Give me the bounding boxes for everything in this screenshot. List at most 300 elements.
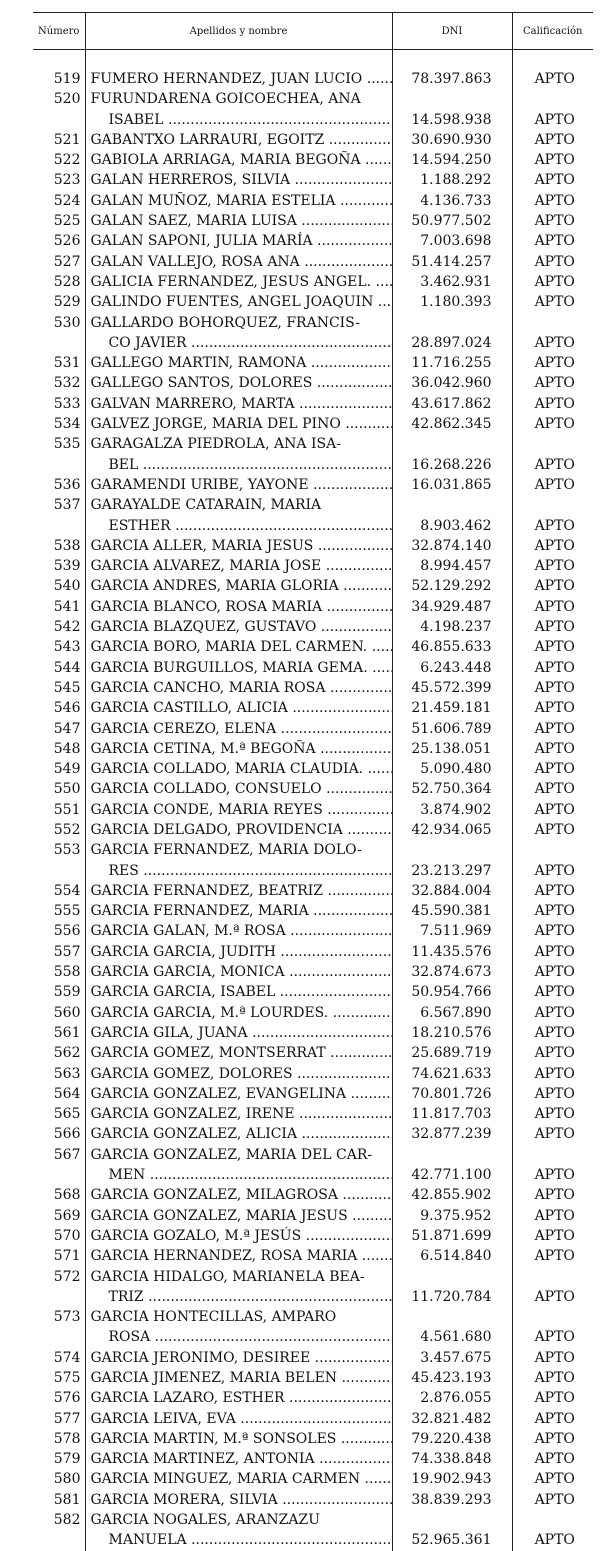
row-dni: 38.839.293 — [392, 1490, 512, 1510]
row-dni: 32.874.140 — [392, 536, 512, 556]
row-dni: 3.874.902 — [392, 800, 512, 820]
table-row — [33, 658, 593, 678]
row-name-line: GARCIA BLANCO, ROSA MARIA ..... — [91, 597, 392, 617]
row-calificacion: APTO — [534, 1390, 575, 1407]
row-number: 542 — [53, 619, 81, 636]
row-calificacion: APTO — [534, 172, 575, 189]
row-name-line: GARCIA GOMEZ, MONTSERRAT ..... — [91, 1043, 392, 1063]
row-name-cell — [85, 1490, 392, 1510]
table-row — [33, 739, 593, 759]
row-name-cell — [85, 414, 392, 434]
row-dni: 11.435.576 — [392, 942, 512, 962]
row-number: 541 — [53, 598, 81, 615]
row-name-cell — [85, 373, 392, 393]
row-name-line: GARCIA GOMEZ, DOLORES ..... — [91, 1064, 392, 1084]
row-dni: 45.423.193 — [392, 1368, 512, 1388]
table-row — [33, 1206, 593, 1226]
table-row — [33, 495, 593, 536]
row-name-line: GARCIA GONZALEZ, MILAGROSA ..... — [91, 1185, 392, 1205]
row-calificacion: APTO — [534, 659, 575, 676]
row-dni: 4.561.680 — [392, 1307, 512, 1348]
row-number: 565 — [53, 1106, 81, 1123]
table-row — [33, 414, 593, 434]
row-name-cell — [85, 1023, 392, 1043]
row-dni: 74.338.848 — [392, 1449, 512, 1469]
row-name-line: ESTHER ..... — [91, 516, 392, 536]
table-row — [33, 576, 593, 596]
row-calificacion: APTO — [534, 903, 575, 920]
row-number: 539 — [53, 558, 81, 575]
row-name-cell — [85, 150, 392, 170]
row-calificacion: APTO — [534, 1004, 575, 1021]
row-number: 557 — [53, 943, 81, 960]
row-name-line: GARCIA GARCIA, ISABEL ..... — [91, 982, 392, 1002]
row-name-cell — [85, 536, 392, 556]
row-number: 566 — [53, 1126, 81, 1143]
row-calificacion: APTO — [534, 923, 575, 940]
row-dni: 3.457.675 — [392, 1348, 512, 1368]
row-calificacion: APTO — [534, 1451, 575, 1468]
row-name-cell — [85, 495, 392, 536]
row-dni: 16.268.226 — [392, 434, 512, 475]
row-name-line: GALAN SAPONI, JULIA MARÍA ..... — [91, 231, 392, 251]
table-row — [33, 921, 593, 941]
row-calificacion: APTO — [534, 1532, 575, 1549]
row-number: 535 — [53, 436, 81, 453]
row-name-cell — [85, 1409, 392, 1429]
table-header — [33, 13, 593, 50]
row-dni: 4.198.237 — [392, 617, 512, 637]
table-row — [33, 272, 593, 292]
row-name-line: GARCIA HERNANDEZ, ROSA MARIA ..... — [91, 1246, 392, 1266]
table-row — [33, 1469, 593, 1489]
row-number: 544 — [53, 659, 81, 676]
row-calificacion: APTO — [534, 1329, 575, 1346]
row-name-line: GARCIA GARCIA, M.ª LOURDES. ..... — [91, 1003, 392, 1023]
row-name-line: GARCIA NOGALES, ARANZAZU — [90, 1512, 321, 1529]
row-dni: 5.090.480 — [392, 759, 512, 779]
row-number: 531 — [53, 355, 81, 372]
row-calificacion: APTO — [534, 1430, 575, 1447]
header-nombre: Apellidos y nombre — [85, 13, 392, 50]
row-name-cell — [85, 313, 392, 354]
row-calificacion: APTO — [534, 639, 575, 656]
row-calificacion: APTO — [534, 537, 575, 554]
row-number: 533 — [53, 395, 81, 412]
table-row — [33, 800, 593, 820]
table-row — [33, 89, 593, 130]
row-number: 532 — [53, 375, 81, 392]
table-row — [33, 434, 593, 475]
row-calificacion: APTO — [534, 964, 575, 981]
row-name-cell — [85, 678, 392, 698]
row-calificacion: APTO — [534, 1349, 575, 1366]
table-row — [33, 211, 593, 231]
row-dni: 34.929.487 — [392, 597, 512, 617]
row-calificacion: APTO — [534, 152, 575, 169]
row-name-cell — [85, 1307, 392, 1348]
table-row — [33, 292, 593, 312]
table-row — [33, 1064, 593, 1084]
row-name-line: GARAMENDI URIBE, YAYONE ..... — [91, 475, 392, 495]
row-number: 579 — [53, 1451, 81, 1468]
row-name-line: GARCIA MINGUEZ, MARIA CARMEN ..... — [91, 1469, 392, 1489]
table-row — [33, 637, 593, 657]
row-name-line: GARCIA GARCIA, JUDITH ..... — [91, 942, 392, 962]
row-dni: 51.606.789 — [392, 719, 512, 739]
table-row — [33, 130, 593, 150]
row-number: 537 — [53, 497, 81, 514]
row-dni: 14.594.250 — [392, 150, 512, 170]
row-name-cell — [85, 1429, 392, 1449]
row-calificacion: APTO — [534, 1024, 575, 1041]
table-row — [33, 1043, 593, 1063]
row-name-cell — [85, 658, 392, 678]
row-name-cell — [85, 962, 392, 982]
row-name-line: ISABEL ..... — [91, 110, 392, 130]
table-row — [33, 1267, 593, 1308]
row-name-line: GARCIA GONZALEZ, ALICIA ..... — [91, 1124, 392, 1144]
row-number: 523 — [53, 172, 81, 189]
row-dni: 43.617.862 — [392, 394, 512, 414]
row-name-line: TRIZ ..... — [91, 1287, 392, 1307]
row-name-line: GARCIA BURGUILLOS, MARIA GEMA. ..... — [91, 658, 392, 678]
row-name-cell — [85, 1388, 392, 1408]
row-number: 570 — [53, 1227, 81, 1244]
row-name-cell — [85, 840, 392, 881]
row-name-cell — [85, 1084, 392, 1104]
table-row — [33, 231, 593, 251]
table-row — [33, 353, 593, 373]
table-row — [33, 617, 593, 637]
row-calificacion: APTO — [534, 598, 575, 615]
row-name-line: GARCIA COLLADO, CONSUELO ..... — [91, 779, 392, 799]
row-name-cell — [85, 1145, 392, 1186]
row-calificacion: APTO — [534, 213, 575, 230]
row-number: 561 — [53, 1024, 81, 1041]
row-name-line: GALAN HERREROS, SILVIA ..... — [91, 170, 392, 190]
row-calificacion: APTO — [534, 416, 575, 433]
row-calificacion: APTO — [534, 476, 575, 493]
row-name-line: GARCIA GILA, JUANA ..... — [91, 1023, 392, 1043]
row-dni: 23.213.297 — [392, 840, 512, 881]
row-number: 580 — [53, 1471, 81, 1488]
row-name-line: GALAN MUÑOZ, MARIA ESTELIA ..... — [91, 191, 392, 211]
row-dni: 6.567.890 — [392, 1003, 512, 1023]
row-dni: 42.855.902 — [392, 1185, 512, 1205]
row-name-cell — [85, 211, 392, 231]
table-row — [33, 191, 593, 211]
row-dni: 2.876.055 — [392, 1388, 512, 1408]
row-dni: 1.180.393 — [392, 292, 512, 312]
row-dni: 70.801.726 — [392, 1084, 512, 1104]
row-name-cell — [85, 556, 392, 576]
table-row — [33, 942, 593, 962]
row-dni: 8.903.462 — [392, 495, 512, 536]
row-calificacion: APTO — [534, 781, 575, 798]
row-name-cell — [85, 881, 392, 901]
row-name-cell — [85, 231, 392, 251]
row-calificacion: APTO — [534, 1207, 575, 1224]
row-name-line: GARAYALDE CATARAIN, MARIA — [90, 497, 322, 514]
table-row — [33, 50, 593, 90]
row-number: 568 — [53, 1187, 81, 1204]
row-number: 563 — [53, 1065, 81, 1082]
row-dni: 45.572.399 — [392, 678, 512, 698]
row-name-line: GARCIA GONZALEZ, MARIA JESUS ..... — [91, 1206, 392, 1226]
table-row — [33, 759, 593, 779]
row-name-cell — [85, 779, 392, 799]
table-row — [33, 840, 593, 881]
row-name-line: GARCIA HIDALGO, MARIANELA BEA- — [90, 1268, 365, 1285]
table-row — [33, 901, 593, 921]
row-name-line: GARCIA FERNANDEZ, MARIA DOLO- — [90, 842, 362, 859]
table-row — [33, 1124, 593, 1144]
row-dni: 52.965.361 — [392, 1510, 512, 1551]
row-calificacion: APTO — [534, 1126, 575, 1143]
row-number: 558 — [53, 964, 81, 981]
row-calificacion: APTO — [534, 1410, 575, 1427]
table-row — [33, 373, 593, 393]
row-name-cell — [85, 1185, 392, 1205]
row-name-line: BEL ..... — [91, 455, 392, 475]
table-row — [33, 1429, 593, 1449]
row-calificacion: APTO — [534, 1288, 575, 1305]
row-name-line: GARCIA CONDE, MARIA REYES ..... — [91, 800, 392, 820]
row-dni: 78.397.863 — [392, 50, 512, 90]
row-dni: 42.771.100 — [392, 1145, 512, 1186]
row-dni: 51.414.257 — [392, 252, 512, 272]
row-dni: 46.855.633 — [392, 637, 512, 657]
table-row — [33, 536, 593, 556]
row-calificacion: APTO — [534, 984, 575, 1001]
row-number: 575 — [53, 1370, 81, 1386]
row-name-line: GARCIA DELGADO, PROVIDENCIA ..... — [91, 820, 392, 840]
row-dni: 79.220.438 — [392, 1429, 512, 1449]
row-name-line: GARCIA LAZARO, ESTHER ..... — [91, 1388, 392, 1408]
row-dni: 7.511.969 — [392, 921, 512, 941]
row-dni: 74.621.633 — [392, 1064, 512, 1084]
row-dni: 19.902.943 — [392, 1469, 512, 1489]
row-number: 564 — [53, 1085, 81, 1102]
row-name-line: GARCIA MORERA, SILVIA ..... — [91, 1490, 392, 1510]
row-name-cell — [85, 1510, 392, 1551]
row-number: 572 — [53, 1268, 81, 1285]
row-number: 550 — [53, 781, 81, 798]
row-name-line: GABANTXO LARRAURI, EGOITZ ..... — [91, 130, 392, 150]
row-calificacion: APTO — [534, 1248, 575, 1265]
row-name-line: GARCIA CETINA, M.ª BEGOÑA ..... — [91, 739, 392, 759]
row-name-cell — [85, 272, 392, 292]
row-number: 524 — [53, 192, 81, 209]
row-name-cell — [85, 394, 392, 414]
row-number: 555 — [53, 903, 81, 920]
row-name-cell — [85, 1124, 392, 1144]
table-row — [33, 1490, 593, 1510]
row-name-line: CO JAVIER ..... — [91, 333, 392, 353]
row-number: 573 — [53, 1309, 81, 1326]
row-name-line: GARCIA FERNANDEZ, MARIA ..... — [91, 901, 392, 921]
row-calificacion: APTO — [534, 862, 575, 879]
row-dni: 21.459.181 — [392, 698, 512, 718]
table-row — [33, 1449, 593, 1469]
row-calificacion: APTO — [534, 1085, 575, 1102]
row-number: 554 — [53, 882, 81, 899]
row-name-cell — [85, 800, 392, 820]
table-row — [33, 1388, 593, 1408]
row-number: 562 — [53, 1045, 81, 1062]
row-calificacion: APTO — [534, 334, 575, 351]
row-name-cell — [85, 1043, 392, 1063]
row-dni: 32.821.482 — [392, 1409, 512, 1429]
row-dni: 8.994.457 — [392, 556, 512, 576]
table-row — [33, 150, 593, 170]
table-row — [33, 698, 593, 718]
row-name-cell — [85, 1246, 392, 1266]
row-name-line: GARCIA COLLADO, MARIA CLAUDIA. ..... — [91, 759, 392, 779]
row-dni: 36.042.960 — [392, 373, 512, 393]
row-name-cell — [85, 698, 392, 718]
table-row — [33, 1510, 593, 1551]
row-calificacion: APTO — [534, 558, 575, 575]
row-calificacion: APTO — [534, 294, 575, 311]
row-calificacion: APTO — [534, 801, 575, 818]
row-name-line: ROSA ..... — [91, 1327, 392, 1347]
row-name-cell — [85, 191, 392, 211]
row-dni: 16.031.865 — [392, 475, 512, 495]
row-number: 560 — [53, 1004, 81, 1021]
row-name-line: GARCIA CANCHO, MARIA ROSA ..... — [91, 678, 392, 698]
table-row — [33, 719, 593, 739]
row-name-cell — [85, 576, 392, 596]
row-name-line: GARCIA GALAN, M.ª ROSA ..... — [91, 921, 392, 941]
row-calificacion: APTO — [534, 679, 575, 696]
row-number: 547 — [53, 720, 81, 737]
row-calificacion: APTO — [534, 578, 575, 595]
row-name-cell — [85, 1449, 392, 1469]
row-dni: 18.210.576 — [392, 1023, 512, 1043]
row-number: 543 — [53, 639, 81, 656]
row-calificacion: APTO — [534, 1065, 575, 1082]
row-calificacion: APTO — [534, 517, 575, 534]
row-name-line: GARCIA GARCIA, MONICA ..... — [91, 962, 392, 982]
row-calificacion: APTO — [534, 1167, 575, 1184]
row-number: 576 — [53, 1390, 81, 1407]
row-name-cell — [85, 617, 392, 637]
row-name-cell — [85, 1368, 392, 1388]
row-calificacion: APTO — [534, 1045, 575, 1062]
header-calificacion: Calificación — [512, 13, 593, 50]
row-name-line: GARCIA ALLER, MARIA JESUS ..... — [91, 536, 392, 556]
row-dni: 32.877.239 — [392, 1124, 512, 1144]
row-calificacion: APTO — [534, 395, 575, 412]
row-number: 528 — [53, 273, 81, 290]
row-dni: 3.462.931 — [392, 272, 512, 292]
row-number: 522 — [53, 152, 81, 169]
row-name-line: GARCIA LEIVA, EVA ..... — [91, 1409, 392, 1429]
table-row — [33, 1368, 593, 1388]
row-name-cell — [85, 739, 392, 759]
row-name-line: FURUNDARENA GOICOECHEA, ANA — [90, 91, 361, 108]
row-dni: 4.136.733 — [392, 191, 512, 211]
row-number: 552 — [53, 821, 81, 838]
row-dni: 52.129.292 — [392, 576, 512, 596]
table-row — [33, 1185, 593, 1205]
row-name-cell — [85, 50, 392, 90]
row-name-line: FUMERO HERNANDEZ, JUAN LUCIO ..... — [91, 69, 392, 89]
row-name-line: GARCIA MARTIN, M.ª SONSOLES ..... — [91, 1429, 392, 1449]
row-number: 526 — [53, 233, 81, 250]
row-name-line: GARCIA CASTILLO, ALICIA ..... — [91, 698, 392, 718]
table-row — [33, 1023, 593, 1043]
row-dni: 52.750.364 — [392, 779, 512, 799]
table-row — [33, 394, 593, 414]
row-name-cell — [85, 942, 392, 962]
row-dni: 14.598.938 — [392, 89, 512, 130]
row-dni: 6.243.448 — [392, 658, 512, 678]
row-name-cell — [85, 1348, 392, 1368]
row-name-line: GARCIA GONZALEZ, IRENE ..... — [91, 1104, 392, 1124]
row-dni: 42.862.345 — [392, 414, 512, 434]
row-number: 553 — [53, 842, 81, 859]
table-row — [33, 1348, 593, 1368]
row-number: 529 — [53, 294, 81, 311]
row-dni: 25.138.051 — [392, 739, 512, 759]
row-number: 577 — [53, 1410, 81, 1427]
row-dni: 6.514.840 — [392, 1246, 512, 1266]
row-calificacion: APTO — [534, 882, 575, 899]
row-dni: 25.689.719 — [392, 1043, 512, 1063]
table-row — [33, 820, 593, 840]
row-calificacion: APTO — [534, 943, 575, 960]
row-dni: 42.934.065 — [392, 820, 512, 840]
row-name-cell — [85, 1226, 392, 1246]
row-dni: 9.375.952 — [392, 1206, 512, 1226]
row-name-line: GARCIA ALVAREZ, MARIA JOSE ..... — [91, 556, 392, 576]
table-row — [33, 1307, 593, 1348]
row-name-line: GARAGALZA PIEDROLA, ANA ISA- — [90, 436, 341, 453]
row-number: 519 — [53, 71, 81, 87]
row-name-cell — [85, 1104, 392, 1124]
header-dni: DNI — [392, 13, 512, 50]
row-calificacion: APTO — [534, 740, 575, 757]
row-name-cell — [85, 475, 392, 495]
row-name-cell — [85, 252, 392, 272]
row-number: 567 — [53, 1146, 81, 1163]
row-calificacion: APTO — [534, 1227, 575, 1244]
row-dni: 32.884.004 — [392, 881, 512, 901]
row-calificacion: APTO — [534, 273, 575, 290]
row-name-line: GARCIA JERONIMO, DESIREE ..... — [91, 1348, 392, 1368]
table-row — [33, 597, 593, 617]
row-calificacion: APTO — [534, 720, 575, 737]
row-name-line: GALLEGO MARTIN, RAMONA ..... — [91, 353, 392, 373]
row-name-line: GALVEZ JORGE, MARIA DEL PINO ..... — [91, 414, 392, 434]
row-dni: 11.716.255 — [392, 353, 512, 373]
table-row — [33, 779, 593, 799]
row-calificacion: APTO — [534, 111, 575, 128]
row-name-cell — [85, 1003, 392, 1023]
row-number: 530 — [53, 314, 81, 331]
row-name-line: GARCIA ANDRES, MARIA GLORIA ..... — [91, 576, 392, 596]
row-name-line: RES ..... — [91, 861, 392, 881]
row-calificacion: APTO — [534, 1187, 575, 1204]
row-calificacion: APTO — [534, 456, 575, 473]
row-name-line: GARCIA JIMENEZ, MARIA BELEN ..... — [91, 1368, 392, 1388]
row-dni: 32.874.673 — [392, 962, 512, 982]
row-name-line: GARCIA HONTECILLAS, AMPARO — [90, 1309, 337, 1326]
row-name-cell — [85, 719, 392, 739]
